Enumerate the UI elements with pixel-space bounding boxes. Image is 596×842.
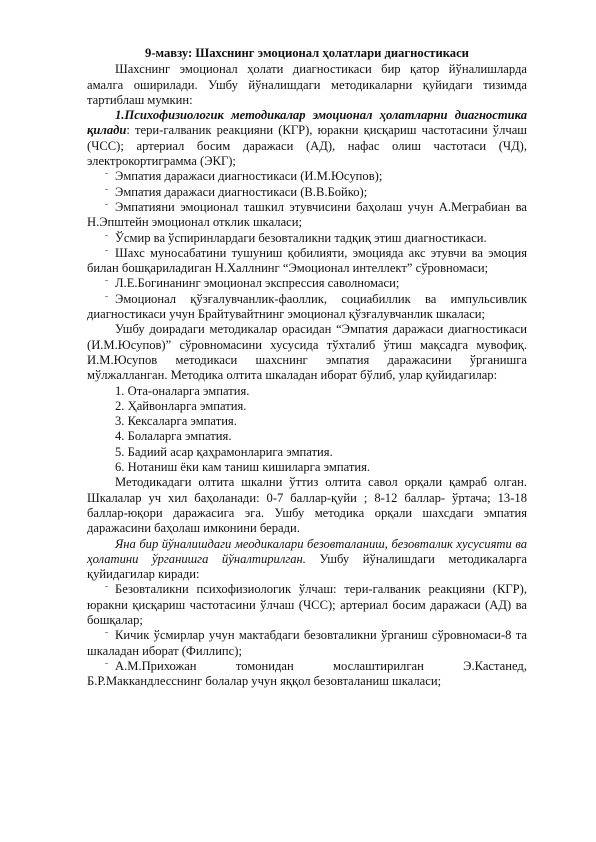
list-item: 5. Бадиий асар қаҳрамонларига эмпатия. (115, 444, 333, 459)
bullet-text: Эмпатия даражаси диагностикаси (В.В.Бойко); (115, 184, 368, 199)
bullet-text: Ўсмир ва ўспиринлардаги безовталикни тадқиқ этиш диагностикаси. (115, 230, 487, 245)
bullet-item (87, 276, 527, 291)
bullet-item (87, 628, 527, 659)
bullet-text: Эмоционал қўзғалувчанлик-фаоллик, социабиллик ва импульсивлик диагностикаси учун Брайтувайтнинг эмоционал қўзғалувчанлик шкаласи; (87, 291, 527, 322)
bullet-mark-icon: ˉ (105, 293, 108, 304)
anxiety-heading: Яна бир йўналишдаги меодикалари безовталаниш, безовталик хусусияти ва ҳолатини ўрганишга йўналтирилган. (87, 536, 527, 566)
bullet-item (87, 169, 527, 184)
psychophysiology-heading: 1.Психофизиологик методикалар эмоционал ҳолатларни диагностика қилади (87, 108, 527, 138)
bullet-text: Эмпатия даражаси диагностикаси (И.М.Юсупов); (115, 169, 383, 184)
anxiety-bullet-list (87, 582, 527, 689)
bullet-text: Шахс муносабатини тушуниш қобилияти, эмоцияда акс этувчи ва эмоция билан бошқариладиган Н.Халлнинг “Эмоционал интеллект” сўровномаси; (87, 245, 527, 276)
bullet-mark-icon: ˉ (105, 630, 108, 641)
list-item: 4. Болаларга эмпатия. (115, 429, 232, 444)
bullet-item (87, 185, 527, 200)
bullet-mark-icon: ˉ (105, 201, 108, 212)
document-page (87, 46, 527, 689)
bullet-mark-icon: ˉ (105, 660, 108, 671)
page-title: 9-мавзу: Шахснинг эмоционал ҳолатлари диагностикаси (145, 46, 469, 60)
list-item: 3. Кексаларга эмпатия. (115, 414, 237, 429)
scoring-paragraph: Методикадаги олтита шкални ўттиз олтита савол орқали қамраб олган. Шкалалар уч хил баҳоланади: 0-7 баллар-қуйи ; 8-12 баллар- ўртача; 13-18 баллар-юқори даражасига эга. Ушбу методика орқали шахсдаги эмпатия даражасини баҳолаш имконини беради. (87, 475, 527, 536)
bullet-item (87, 231, 527, 246)
bullet-text: А.М.Прихожан томонидан мослаштирилган Э.Кастанед, Б.Р.Маккандлесснинг болалар учун яққол безовталаниш шкаласи; (87, 658, 527, 689)
list-item: 1. Ота-оналарга эмпатия. (115, 383, 250, 398)
anxiety-paragraph (87, 537, 527, 583)
bullet-item (87, 246, 527, 277)
bullet-text: Кичик ўсмирлар учун мактабдаги безовталикни ўрганиш сўровномаси-8 та шкаладан иборат (Филлипс); (87, 628, 527, 658)
anxiety-text: Ушбу йўналишдаги методикаларга қуйидагилар киради: (87, 551, 527, 582)
scales-numbered-list (87, 384, 527, 476)
psychophysiology-paragraph (87, 108, 527, 169)
list-item: 2. Ҳайвонларга эмпатия. (115, 398, 247, 413)
bullet-text: Безовталикни психофизиологик ўлчаш: тери-галваник реакцияни (КГР), юракни қисқариш частотасини ўлчаш (ЧСС); артериал босим даражаси (АД) ва бошқалар; (87, 582, 527, 627)
bullet-mark-icon: ˉ (105, 247, 108, 258)
bullet-mark-icon: ˉ (105, 171, 108, 182)
psychophysiology-text: : тери-галваник реакцияни (КГР), юракни қисқариш частотасини ўлчаш (ЧСС); артериал босим даражаси (АД), нафас олиш частотаси (ЧД), электрокортиграмма (ЭКГ); (87, 123, 527, 169)
bullet-item (87, 292, 527, 323)
bullet-item (87, 659, 527, 690)
bullet-mark-icon: ˉ (105, 232, 108, 243)
bullet-item (87, 582, 527, 628)
list-item: 6. Нотаниш ёки кам таниш кишиларга эмпатия. (115, 460, 371, 475)
intro-paragraph: Шахснинг эмоционал ҳолати диагностикаси бир қатор йўналишларда амалга оширилади. Ушбу йўналишдаги методикаларни қуйидаги тизимда тартиблаш мумкин: (87, 62, 527, 107)
empathy-paragraph: Ушбу доирадаги методикалар орасидан “Эмпатия даражаси диагностикаси (И.М.Юсупов)” сўровномасини хусусида тўхталиб ўтиш мақсадга мувофиқ. И.М.Юсупов методикаси шахснинг эмпатия даражасини ўрганишга мўлжалланган. Методика олтита шкаладан иборат бўлиб, улар қуйидагилар: (87, 322, 527, 383)
bullet-text: Л.Е.Богинанинг эмоционал экспрессия саволномаси; (115, 276, 400, 291)
bullet-text: Эмпатияни эмоционал ташкил этувчисини баҳолаш учун А.Меграбиан ва Н.Эпштейн эмоционал отклик шкаласи; (87, 199, 527, 230)
methods-bullet-list (87, 169, 527, 322)
bullet-item (87, 200, 527, 231)
bullet-mark-icon: ˉ (105, 584, 108, 595)
bullet-mark-icon: ˉ (105, 278, 108, 289)
bullet-mark-icon: ˉ (105, 186, 108, 197)
